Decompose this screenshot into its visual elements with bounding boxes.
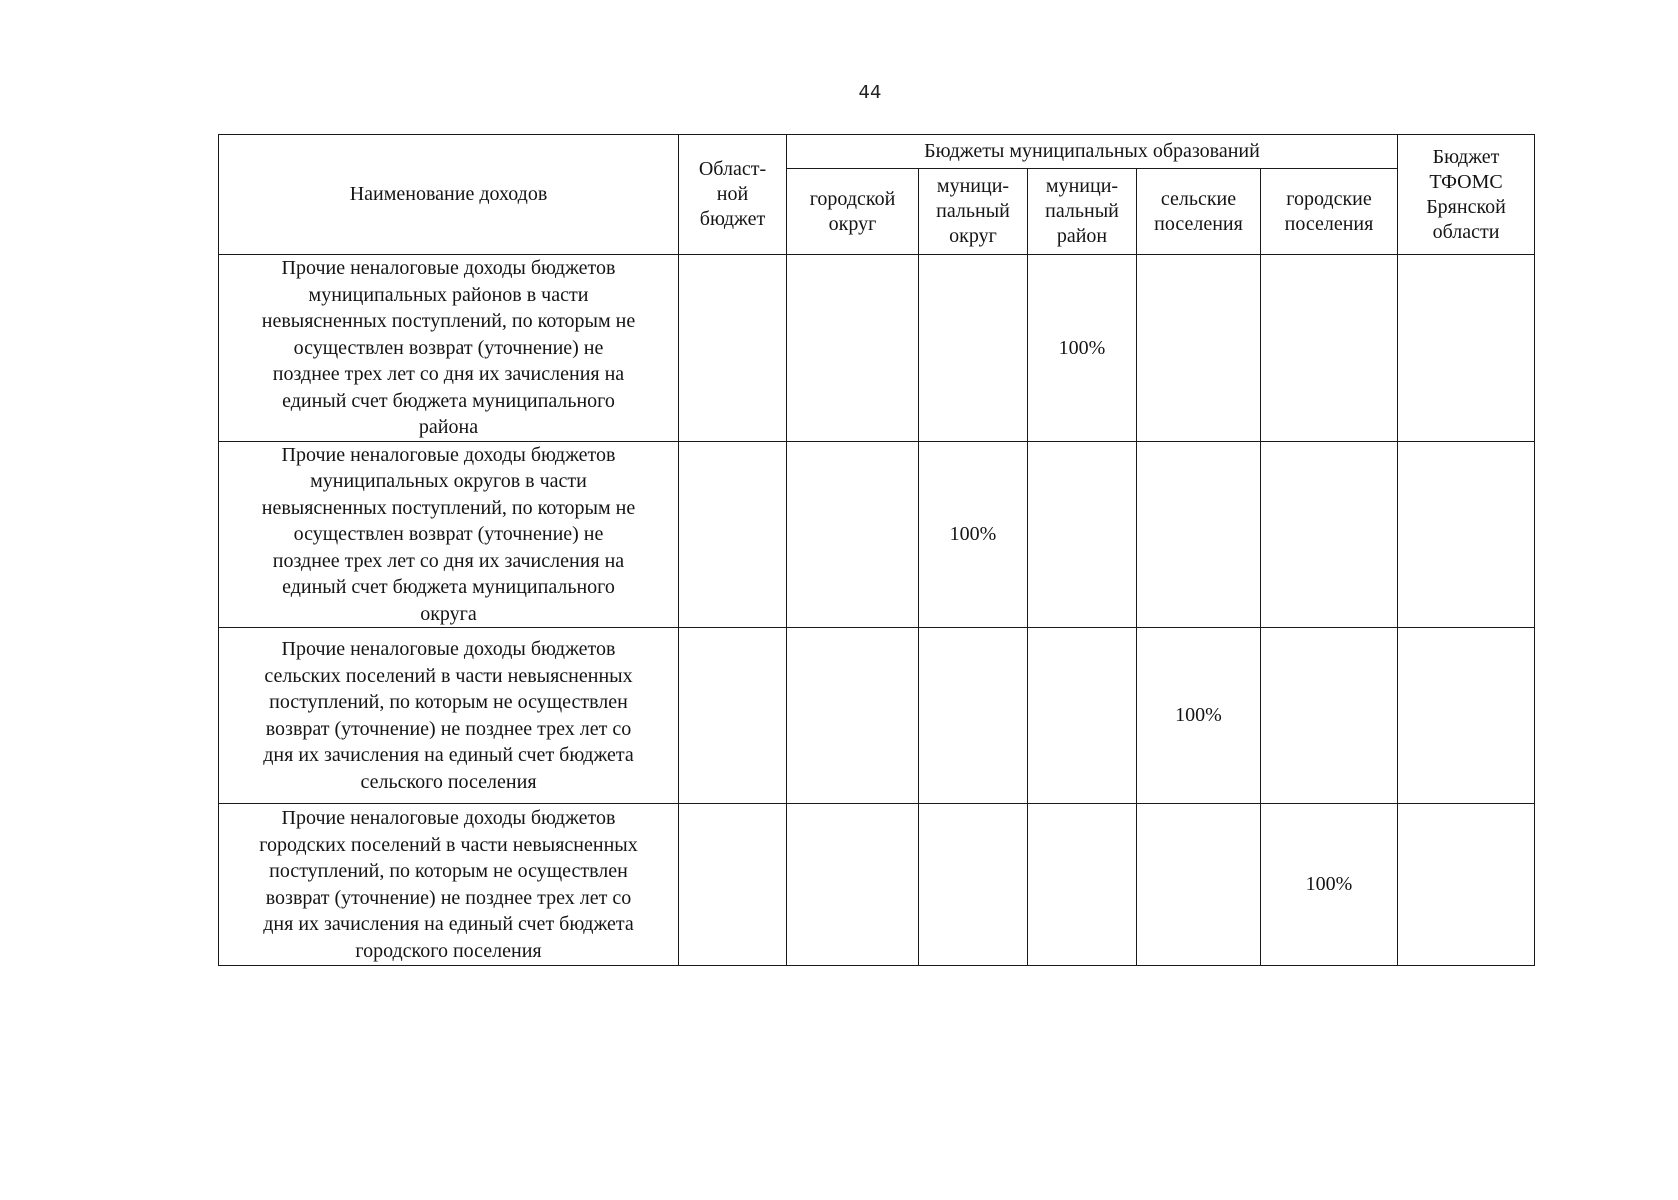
revenue-name-cell: Прочие неналоговые доходы бюджетов муниципальных районов в части невыясненных поступлений, по которым не осуществлен возврат (уточнение) не позднее трех лет со дня их зачисления на единый счет бюджета муниципального района (219, 255, 679, 442)
table-row (219, 628, 1535, 804)
muni-okrug-share-cell (919, 255, 1028, 442)
tfoms-share-cell (1398, 441, 1535, 628)
header-muni-raion (1028, 169, 1137, 255)
header-municipal-group (787, 135, 1398, 169)
city-okrug-share-cell (787, 804, 919, 966)
urban-share-cell (1261, 255, 1398, 442)
muni-okrug-share-cell: 100% (919, 441, 1028, 628)
urban-share-cell (1261, 628, 1398, 804)
muni-raion-share-cell (1028, 628, 1137, 804)
revenue-name-cell: Прочие неналоговые доходы бюджетов муниципальных округов в части невыясненных поступлений, по которым не осуществлен возврат (уточнение) не позднее трех лет со дня их зачисления на единый счет бюджета муниципального округа (219, 441, 679, 628)
urban-share-cell: 100% (1261, 804, 1398, 966)
regional-share-cell (679, 441, 787, 628)
header-rural (1137, 169, 1261, 255)
muni-raion-share-cell: 100% (1028, 255, 1137, 442)
rural-share-cell: 100% (1137, 628, 1261, 804)
regional-share-cell (679, 804, 787, 966)
header-municipal-group-text: Бюджеты муниципальных образований (924, 140, 1260, 162)
tfoms-share-cell (1398, 628, 1535, 804)
rural-share-cell (1137, 255, 1261, 442)
muni-raion-share-cell (1028, 441, 1137, 628)
page-number: 44 (858, 82, 882, 103)
header-muni-okrug (919, 169, 1028, 255)
header-urban-text: городские поселения (1284, 187, 1374, 235)
muni-okrug-share-cell (919, 628, 1028, 804)
city-okrug-share-cell (787, 441, 919, 628)
city-okrug-share-cell (787, 255, 919, 442)
header-row-top (219, 135, 1535, 169)
regional-share-cell (679, 628, 787, 804)
header-name (219, 135, 679, 255)
revenue-name-cell: Прочие неналоговые доходы бюджетов городских поселений в части невыясненных поступлений, по которым не осуществлен возврат (уточнение) не позднее трех лет со дня их зачисления на единый счет бюджета городского поселения (219, 804, 679, 966)
header-rural-text: сельские поселения (1154, 187, 1243, 235)
table-row (219, 804, 1535, 966)
tfoms-share-cell (1398, 255, 1535, 442)
header-tfoms (1398, 135, 1535, 255)
header-regional (679, 135, 787, 255)
urban-share-cell (1261, 441, 1398, 628)
header-muni-raion-text: муници- пальный район (1045, 175, 1119, 247)
header-muni-okrug-text: муници- пальный округ (936, 175, 1010, 247)
city-okrug-share-cell (787, 628, 919, 804)
tfoms-share-cell (1398, 804, 1535, 966)
revenue-name-cell: Прочие неналоговые доходы бюджетов сельских поселений в части невыясненных поступлений, по которым не осуществлен возврат (уточнение) не позднее трех лет со дня их зачисления на единый счет бюджета сельского поселения (219, 628, 679, 804)
table-row (219, 441, 1535, 628)
header-name-text: Наименование доходов (349, 183, 548, 205)
rural-share-cell (1137, 804, 1261, 966)
header-tfoms-text: Бюджет ТФОМС Брянской области (1426, 145, 1506, 243)
revenue-distribution-table (218, 134, 1535, 966)
header-urban (1261, 169, 1398, 255)
rural-share-cell (1137, 441, 1261, 628)
header-city-okrug-text: городской округ (809, 187, 896, 235)
table-row (219, 255, 1535, 442)
muni-raion-share-cell (1028, 804, 1137, 966)
muni-okrug-share-cell (919, 804, 1028, 966)
header-city-okrug (787, 169, 919, 255)
header-regional-text: Област- ной бюджет (698, 158, 767, 230)
regional-share-cell (679, 255, 787, 442)
